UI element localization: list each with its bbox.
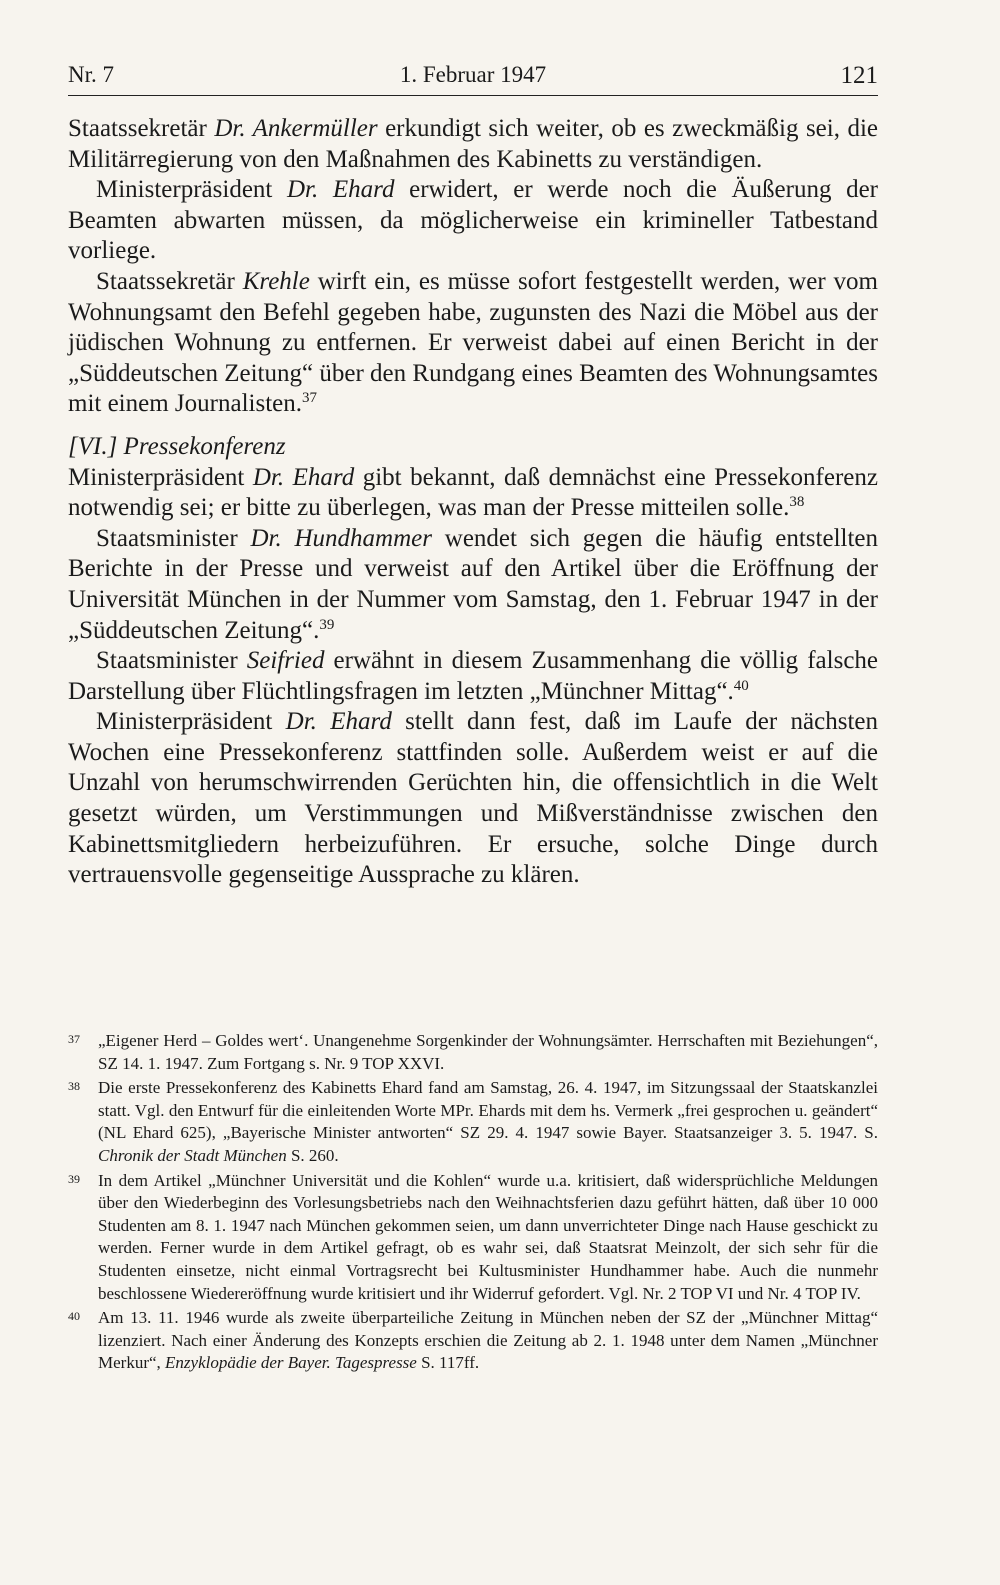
text-run: Ministerpräsident [68,463,253,491]
paragraph [68,267,878,420]
footnotes [68,1030,878,1377]
header-rule [68,95,878,96]
footnote [68,1030,878,1075]
footnote-text: In dem Artikel „Münchner Universität und die Kohlen“ wurde u.a. kritisiert, daß widersprüchliche Meldungen über den Wiederbeginn des Vorlesungsbetriebs nach den Weihnachtsferien dazu geführt hätten, daß über 10 000 Studenten am 8. 1. 1947 nach München gekommen seien, um dann unverrichteter Dinge nach Hause geschickt zu werden. Ferner wurde in dem Artikel gefragt, ob es wahr sei, daß Staatsrat Meinzolt, der sich sehr für die Studenten einsetze, nicht einmal Vortragsrecht bei Kultusminister Hundhammer habe. Auch die nunmehr beschlossene Wiedereröffnung wurde kritisiert und ihr Widerruf gefordert. Vgl. Nr. 2 TOP VI und Nr. 4 TOP IV. [98,1170,878,1303]
footnote [68,1170,878,1306]
speaker-name: Dr. Ehard [287,176,395,204]
speaker-name: Dr. Hundhammer [250,524,432,552]
speaker-name: Krehle [242,267,310,295]
footnote-text: „Eigener Herd – Goldes wert‘. Unangenehme Sorgenkinder der Wohnungsämter. Herrschaften mit Beziehungen“, SZ 14. 1. 1947. Zum Fortgang s. Nr. 9 TOP XXVI. [98,1031,878,1073]
running-header [68,62,878,94]
text-run: Ministerpräsident [96,176,287,204]
paragraph [68,646,878,707]
text-run: erwidert, er werde noch die Äußerung der Beamten abwarten müssen, da möglicherweise ein krimineller Tatbestand vorliege. [68,176,878,265]
paragraph [68,707,878,891]
main-text [68,114,878,891]
document-date: 1. Februar 1947 [399,62,547,87]
footnote-ref: 37 [301,390,317,407]
text-run: Staatssekretär [96,267,243,295]
footnote-ref: 39 [319,616,335,633]
footnote [68,1077,878,1167]
text-run: gibt bekannt, daß demnächst eine Pressekonferenz notwendig sei; er bitte zu überlegen, was man der Presse mitteilen solle. [68,463,878,522]
footnote-text: S. 260. [286,1145,339,1165]
footnote-number: 40 [68,1309,80,1324]
paragraph [68,463,878,524]
footnote-number: 38 [68,1079,80,1094]
footnote-ref: 38 [789,494,805,511]
section-heading-text: [VI.] Pressekonferenz [68,432,286,460]
paragraph [68,175,878,267]
footnote-text: S. 117ff. [416,1353,480,1373]
text-run: Staatssekretär [68,115,215,142]
section-heading [68,432,878,463]
speaker-name: Seifried [246,647,325,675]
footnote-ref: 40 [733,677,749,694]
footnote [68,1307,878,1375]
speaker-name: Dr. Ankermüller [214,115,378,142]
text-run: erwähnt in diesem Zusammenhang die völlig falsche Darstellung über Flüchtlingsfragen im letzten „Münchner Mittag“. [68,647,879,705]
footnote-text: Am 13. 11. 1946 wurde als zweite überparteiliche Zeitung in München neben der SZ der „Münchner Mittag“ lizenziert. Nach einer Änderung des Konzepts erschien die Zeitung ab 2. 1. 1948 unter dem Namen „Münchner Merkur“, [98,1308,878,1373]
footnote-number: 37 [68,1032,80,1046]
footnote-source-title: Chronik der Stadt München [98,1145,287,1165]
text-run: Staatsminister [96,524,251,552]
footnote-text: Die erste Pressekonferenz des Kabinetts Ehard fand am Samstag, 26. 4. 1947, im Sitzungssaal der Staatskanzlei statt. Vgl. den Entwurf für die einleitenden Worte MPr. Ehards mit dem hs. Vermerk „frei gesprochen u. geändert“ (NL Ehard 625), „Bayerische Minister antworten“ SZ 29. 4. 1947 sowie Bayer. Staatsanzeiger 3. 5. 1947. S. [98,1078,878,1143]
footnote-source-title: Enzyklopädie der Bayer. Tagespresse [165,1353,417,1373]
speaker-name: Dr. Ehard [285,708,392,736]
document-number: Nr. 7 [68,62,114,87]
speaker-name: Dr. Ehard [252,463,355,491]
text-run: wirft ein, es müsse sofort festgestellt werden, wer vom Wohnungsamt den Befehl gegeben habe, zugunsten des Nazi die Möbel aus der jüdischen Wohnung zu entfernen. Er verweist dabei auf einen Bericht in der „Süddeutschen Zeitung“ über den Rundgang eines Beamten des Wohnungsamtes mit einem Journalisten. [68,267,878,418]
text-run: stellt dann fest, daß im Laufe der nächsten Wochen eine Pressekonferenz stattfinden solle. Außerdem weist er auf die Unzahl von herumschwirrenden Gerüchten hin, die offensichtlich in die Welt gesetzt würden, um Verstimmungen und Mißverständnisse zwischen den Kabinettsmitgliedern herbeizuführen. Er ersuche, solche Dinge durch vertrauensvolle gegenseitige Aussprache zu klären. [68,708,879,889]
page-number: 121 [840,62,878,89]
paragraph [68,114,878,175]
text-run: erkundigt sich weiter, ob es zweckmäßig sei, die Militärregierung von den Maßnahmen des Kabinetts zu verständigen. [68,115,878,173]
paragraph [68,524,878,646]
text-run: Ministerpräsident [96,708,286,736]
text-run: Staatsminister [96,647,247,675]
text-run: wendet sich gegen die häufig entstellten Berichte in der Presse und verweist auf den Artikel über die Eröffnung der Universität München in der Nummer vom Samstag, den 1. Februar 1947 in der „Süddeutschen Zeitung“. [68,524,879,644]
footnote-number: 39 [68,1171,80,1186]
